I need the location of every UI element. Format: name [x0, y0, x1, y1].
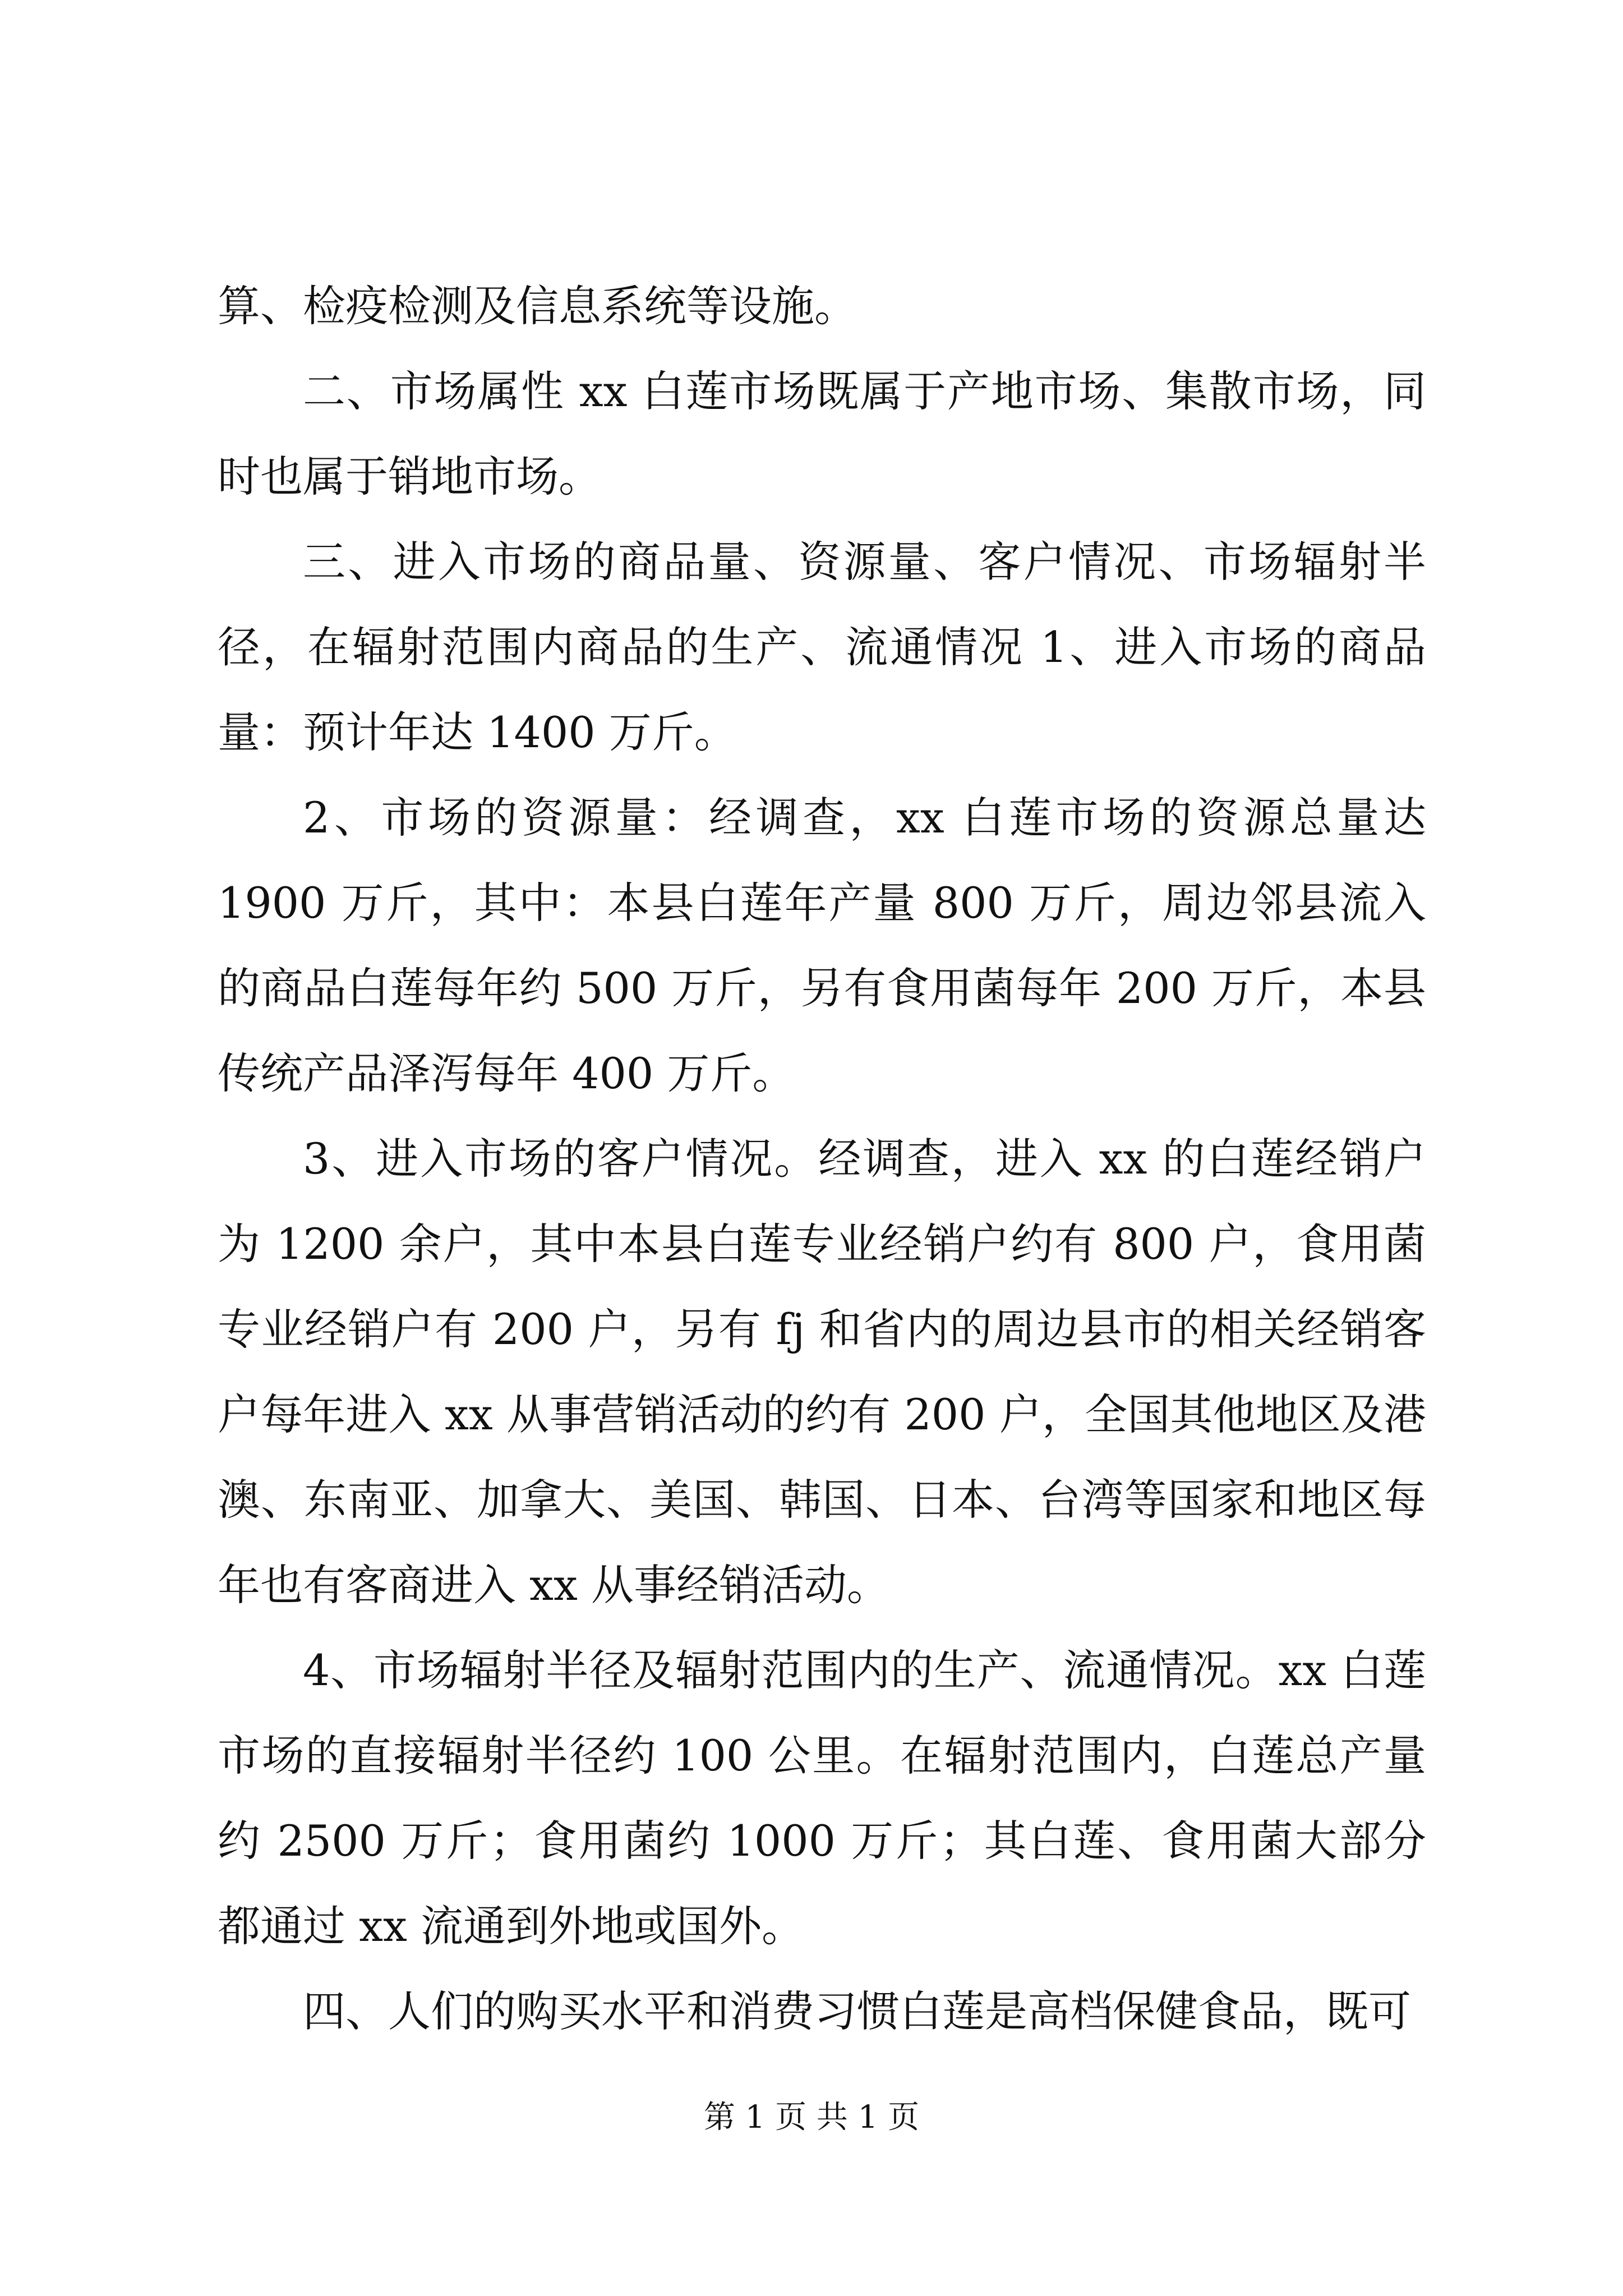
- paragraph-commodity-volume: 三、进入市场的商品量、资源量、客户情况、市场辐射半径，在辐射范围内商品的生产、流通情况 1、进入市场的商品量：预计年达 1400 万斤。: [218, 537, 1426, 757]
- paragraph-resource-volume: 2、市场的资源量：经调查，xx 白莲市场的资源总量达 1900 万斤，其中：本县白莲年产量 800 万斤，周边邻县流入的商品白莲每年约 500 万斤，另有食用菌每年 200 万斤，本县传统产品泽泻每年 400 万斤。: [218, 793, 1426, 1098]
- paragraph-radiation-radius: 4、市场辐射半径及辐射范围内的生产、流通情况。xx 白莲市场的直接辐射半径约 100 公里。在辐射范围内，白莲总产量约 2500 万斤；食用菌约 1000 万斤；其白莲、食用菌大部分都通过 xx 流通到外地或国外。: [218, 1645, 1426, 1951]
- paragraph-customer-situation: 3、进入市场的客户情况。经调查，进入 xx 的白莲经销户为 1200 余户，其中本县白莲专业经销户约有 800 户，食用菌专业经销户有 200 户，另有 fj 和省内的周边县市的相关经销客户每年进入 xx 从事营销活动的约有 200 户，全国其他地区及港澳、东南亚、加拿大、美国、韩国、日本、台湾等国家和地区每年也有客商进入 xx 从事经销活动。: [218, 1134, 1426, 1610]
- paragraph-market-attribute: 二、市场属性 xx 白莲市场既属于产地市场、集散市场，同时也属于销地市场。: [218, 366, 1426, 501]
- document-body: [218, 264, 1426, 2054]
- paragraph-purchasing-habits: 四、人们的购买水平和消费习惯白莲是高档保健食品，既可: [303, 1986, 1411, 2036]
- page-footer: 第 1 页 共 1 页: [703, 2099, 920, 2136]
- paragraph-continuation: 算、检疫检测及信息系统等设施。: [218, 281, 857, 331]
